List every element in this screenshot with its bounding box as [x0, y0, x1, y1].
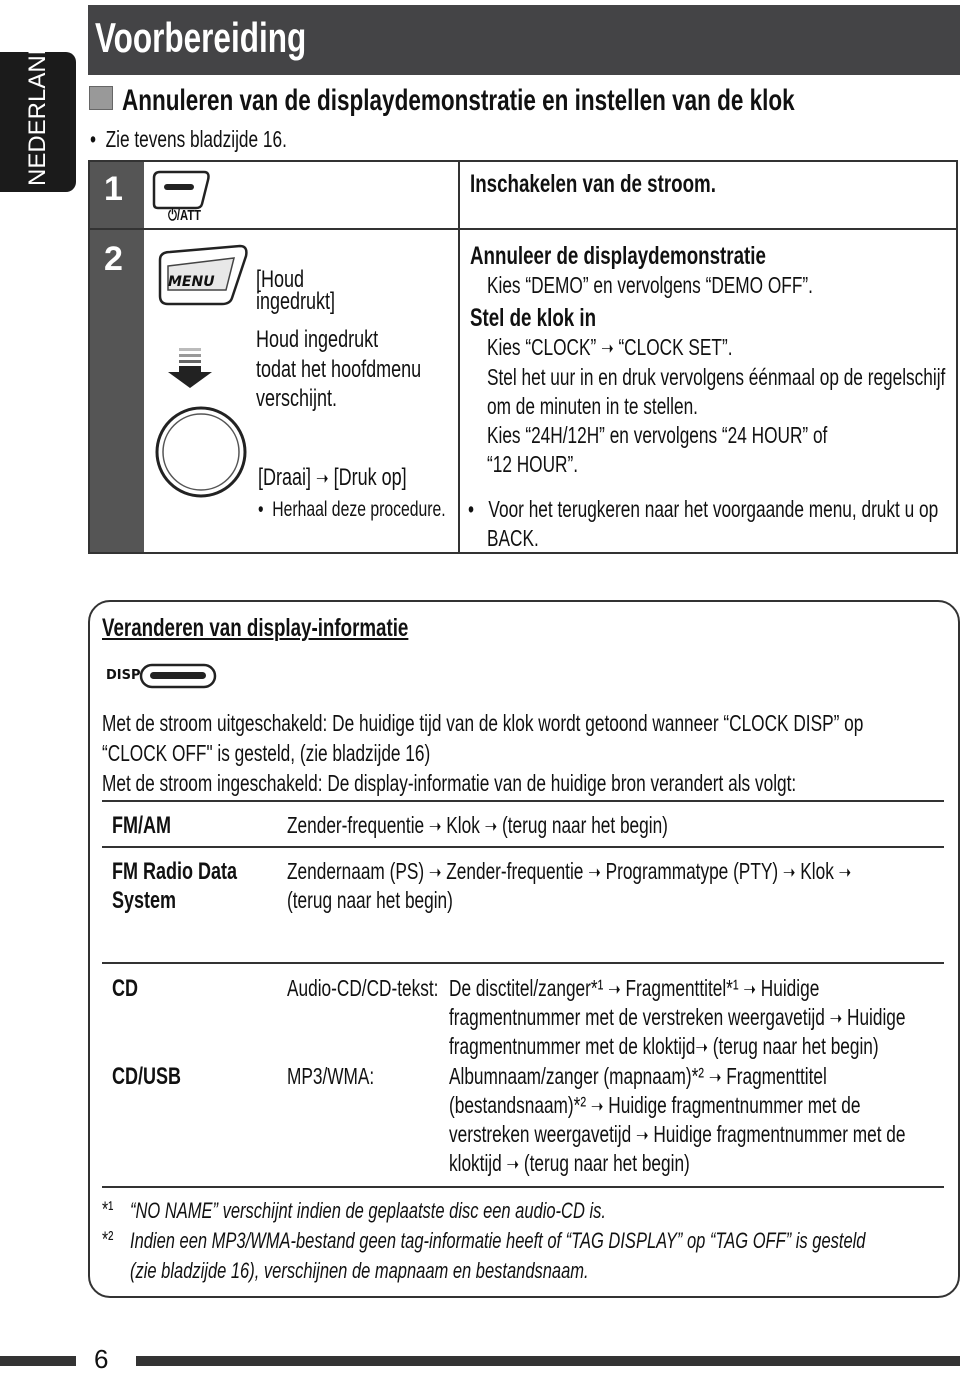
control-dial-icon	[154, 404, 250, 500]
audio-cd-label: Audio-CD/CD-tekst:	[287, 975, 439, 1001]
mp3-wma-label: MP3/WMA:	[287, 1063, 375, 1089]
display-info-heading: Veranderen van display-informatie	[102, 614, 409, 642]
power-button-icon	[150, 170, 212, 210]
step-number-1: 1	[104, 170, 123, 208]
audio-seq-line2: fragmentnummer met de verstreken weergavetijd ➝ Huidige	[449, 1004, 906, 1030]
intro-line2: “CLOCK OFF" is gesteld, (zie bladzijde 16)	[102, 740, 431, 766]
table-rule-2	[102, 962, 944, 964]
hold-desc-line2: todat het hoofdmenu	[256, 356, 422, 383]
power-button-label: ⏻/ATT	[168, 207, 202, 224]
right-arrow-icon: ➝	[506, 1154, 520, 1176]
down-arrow-icon	[166, 346, 214, 390]
demo-line: Kies “DEMO” en vervolgens “DEMO OFF”.	[487, 272, 813, 298]
menu-button-icon	[154, 244, 250, 306]
footnote-2-mark: *²	[102, 1228, 114, 1251]
section-heading: Annuleren van de displaydemonstratie en instellen van de klok	[122, 84, 795, 117]
right-arrow-icon: ➝	[708, 1067, 722, 1089]
footnote-2-line1: Indien een MP3/WMA-bestand geen tag-informatie heeft of “TAG DISPLAY” op “TAG OFF” is gesteld	[130, 1228, 866, 1253]
step-divider	[88, 228, 958, 230]
source-rds-line2: System	[112, 887, 177, 914]
hold-label-line1: [Houd	[256, 266, 305, 293]
clock-line3: om de minuten in te stellen.	[487, 393, 698, 419]
fmam-sequence: Zender-frequentie ➝ Klok ➝ (terug naar het begin)	[287, 812, 668, 838]
mp3-seq-line3: verstreken weergavetijd ➝ Huidige fragmentnummer met de	[449, 1121, 906, 1147]
footnote-1-mark: *¹	[102, 1198, 114, 1221]
audio-seq-line1: De disctitel/zanger*¹ ➝ Fragmenttitel*¹ ➝ Huidige	[449, 975, 820, 1001]
back-note-line2: BACK.	[487, 525, 539, 551]
intro-line1: Met de stroom uitgeschakeld: De huidige tijd van de klok wordt getoond wanneer “CLOCK DISP” op	[102, 710, 864, 736]
source-fmam: FM/AM	[112, 812, 171, 839]
clock-line4: Kies “24H/12H” en vervolgens “24 HOUR” of	[487, 422, 828, 448]
right-arrow-icon: ➝	[590, 1096, 604, 1118]
right-arrow-icon: ➝	[428, 816, 442, 838]
rds-sequence-line2: (terug naar het begin)	[287, 887, 453, 913]
right-arrow-icon: ➝	[601, 338, 614, 360]
mp3-seq-line2: (bestandsnaam)*² ➝ Huidige fragmentnummer met de	[449, 1092, 861, 1118]
disp-button-label: DISP	[106, 668, 141, 683]
display-info-box	[88, 600, 960, 1298]
disp-button-icon	[138, 662, 220, 690]
footer-bar-right	[136, 1356, 960, 1366]
right-arrow-icon: ➝	[428, 862, 442, 884]
clock-line2: Stel het uur in en druk vervolgens éénmaal op de regelschijf	[487, 364, 946, 390]
hold-desc-line3: verschijnt.	[256, 385, 338, 412]
source-rds-line1: FM Radio Data	[112, 858, 238, 885]
footer-bar-left	[0, 1356, 76, 1366]
right-arrow-icon: ➝	[484, 816, 498, 838]
column-divider	[458, 160, 460, 554]
mp3-seq-line4: kloktijd ➝ (terug naar het begin)	[449, 1150, 690, 1176]
clock-line1: Kies “CLOCK” ➝ “CLOCK SET”.	[487, 334, 733, 360]
step-number-2: 2	[104, 240, 123, 278]
right-arrow-icon: ➝	[782, 862, 796, 884]
right-arrow-icon: ➝	[695, 1037, 708, 1059]
rds-sequence: Zendernaam (PS) ➝ Zender-frequentie ➝ Programmatype (PTY) ➝ Klok ➝	[287, 858, 852, 884]
section-square-icon	[89, 86, 113, 110]
footnote-2-line2: (zie bladzijde 16), verschijnen de mapnaam en bestandsnaam.	[130, 1258, 589, 1283]
right-arrow-icon: ➝	[588, 862, 601, 884]
clock-line5: “12 HOUR”.	[487, 451, 579, 477]
clock-heading: Stel de klok in	[470, 304, 597, 332]
table-bottom-rule	[102, 1186, 944, 1188]
section-note: • Zie tevens bladzijde 16.	[90, 126, 287, 152]
back-note-line1: • Voor het terugkeren naar het voorgaande menu, drukt u op	[468, 496, 939, 522]
right-arrow-icon: ➝	[829, 1008, 843, 1030]
right-arrow-icon: ➝	[635, 1125, 649, 1147]
right-arrow-icon: ➝	[316, 468, 329, 490]
hold-desc-line1: Houd ingedrukt	[256, 326, 379, 353]
dial-note: • Herhaal deze procedure.	[258, 498, 446, 521]
right-arrow-icon: ➝	[608, 979, 621, 1001]
menu-button-label: MENU	[168, 274, 215, 290]
audio-seq-line3: fragmentnummer met de kloktijd➝ (terug naar het begin)	[449, 1033, 879, 1059]
page-number: 6	[94, 1344, 109, 1374]
hold-label-line2: ingedrukt]	[256, 288, 336, 315]
source-cd: CD	[112, 975, 139, 1002]
dial-label: [Draai] ➝ [Druk op]	[258, 464, 407, 491]
table-top-rule	[102, 800, 944, 802]
page-title: Voorbereiding	[95, 14, 307, 61]
demo-heading: Annuleer de displaydemonstratie	[470, 242, 766, 270]
table-rule-1	[102, 846, 944, 848]
footnote-1-text: “NO NAME” verschijnt indien de geplaatste disc een audio-CD is.	[130, 1198, 606, 1223]
intro-line3: Met de stroom ingeschakeld: De display-informatie van de huidige bron verandert als volgt:	[102, 770, 797, 796]
right-arrow-icon: ➝	[743, 979, 757, 1001]
step1-instruction: Inschakelen van de stroom.	[470, 170, 716, 198]
language-tab-label: NEDERLANDS	[24, 21, 51, 186]
mp3-seq-line1: Albumnaam/zanger (mapnaam)*² ➝ Fragmenttitel	[449, 1063, 827, 1089]
right-arrow-icon: ➝	[838, 862, 852, 884]
source-cdusb: CD/USB	[112, 1063, 182, 1090]
